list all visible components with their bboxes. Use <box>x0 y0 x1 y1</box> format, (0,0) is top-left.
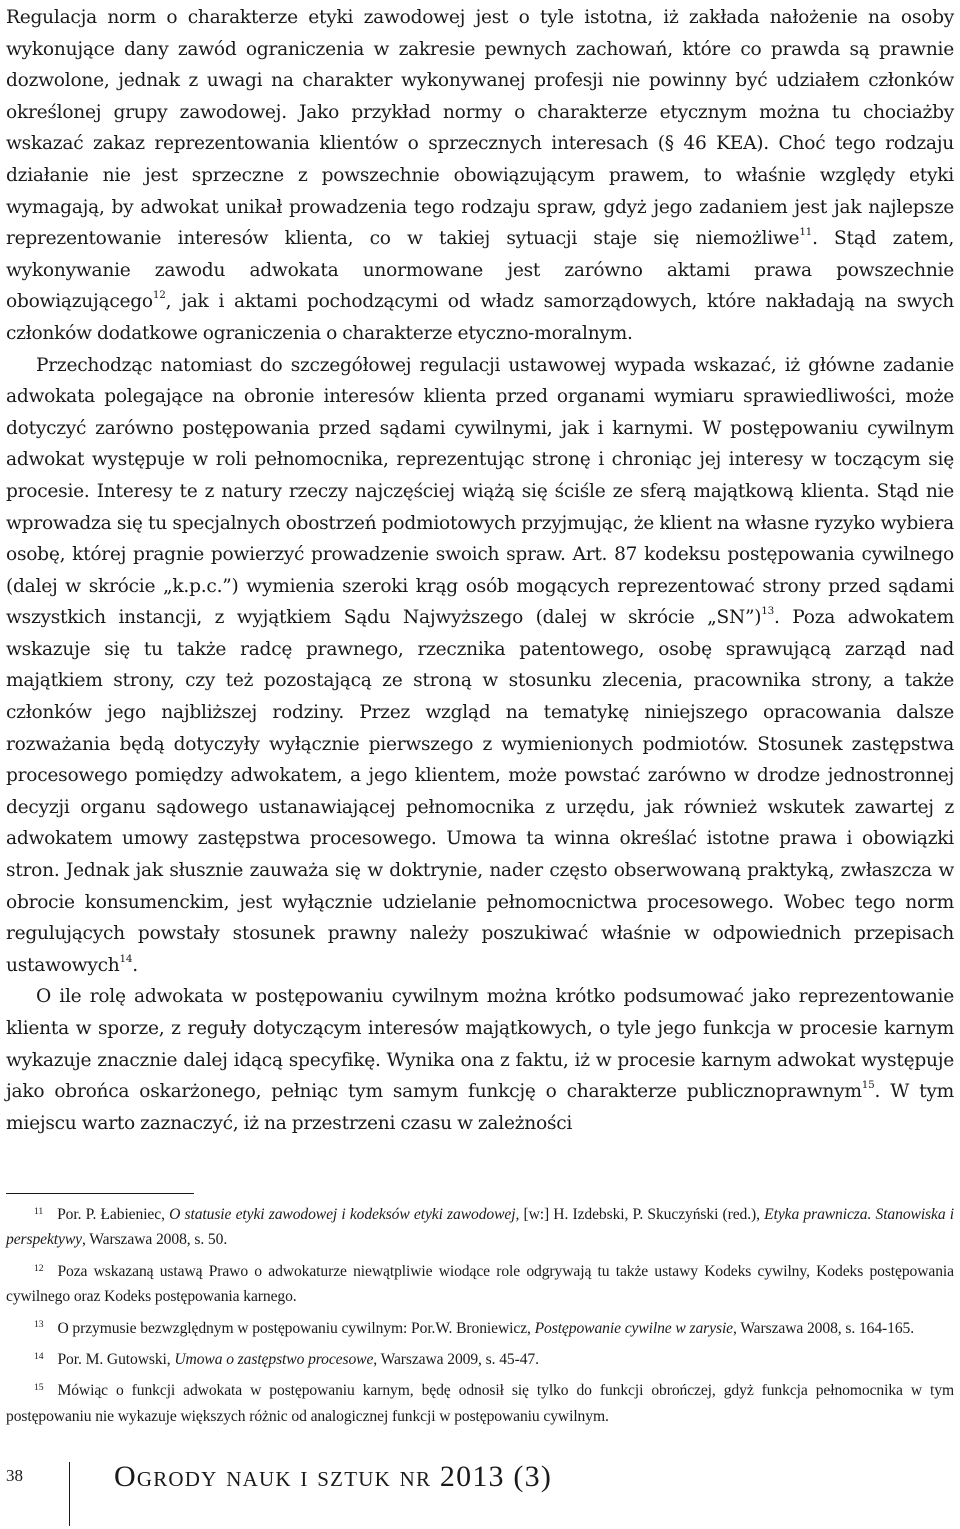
paragraph-3: O ile rolę adwokata w postępowaniu cywilnym można krótko podsumować jako reprezentowanie klienta w sporze, z reguły dotyczącym interesów majątkowych, o tyle jego funkcja w procesie karnym wykazuje znacznie dalej idącą specyfikę. Wynika ona z faktu, iż w procesie karnym adwokat występuje jako obrońca oskarżonego, pełniąc tym samym funkcję o charakterze publicznoprawnym$^{15}$. W tym miejscu warto zaznaczyć, iż na przestrzeni czasu w zależności <box>6 986 954 1134</box>
footnote-ref-12[interactable]: 12 <box>152 289 166 302</box>
footnote-11: $^{11}$ Por. P. Łabieniec, O statusie etyki zawodowej i kodeksów etyki zawodowej, [w:] H. Izdebski, P. Skuczyński (red.), Etyka prawnicza. Stanowiska i perspektywy, Warszawa 2008, s. 50. <box>6 1205 955 1249</box>
footnotes <box>6 1202 954 1435</box>
journal-title: Ogrody nauk i sztuk nr 2013 (3) <box>114 1460 553 1493</box>
footnote-ref-15[interactable]: 15 <box>861 1079 875 1092</box>
footnote-separator <box>6 1193 194 1194</box>
footnote-13: $^{13}$ O przymusie bezwzględnym w postępowaniu cywilnym: Por.W. Broniewicz, Postępowanie cywilne w zarysie, Warszawa 2008, s. 164-165. <box>34 1319 915 1337</box>
main-text <box>6 2 954 1139</box>
page-number: 38 <box>6 1466 23 1485</box>
footer-divider <box>69 1462 70 1526</box>
footnote-ref-13[interactable]: 13 <box>761 605 774 618</box>
footnote-ref-14[interactable]: 14 <box>119 952 133 965</box>
footnote-12: $^{12}$ Poza wskazaną ustawą Prawo o adwokaturze niewątpliwie wiodące role odgrywają tu także ustawy Kodeks cywilny, Kodeks postępowania cywilnego oraz Kodeks postępowania karnego. <box>6 1262 954 1306</box>
paragraph-1: Regulacja norm o charakterze etyki zawodowej jest o tyle istotna, iż zakłada nałożenie na osoby wykonujące dany zawód ograniczenia w zakresie pewnych zachowań, które co prawda są prawnie dozwolone, jednak z uwagi na charakter wykonywanej profesji nie powinny być udziałem członków określonej grupy zawodowej. Jako przykład normy o charakterze etycznym można tu chociażby wskazać zakaz reprezentowania klientów o sprzecznych interesach (§ 46 KEA). Choć tego rodzaju działanie nie jest sprzeczne z powszechnie obowiązującym prawem, to właśnie względy etyki wymagają, by adwokat unikał prowadzenia tego rodzaju spraw, gdyż jego zadaniem jest jak najlepsze reprezentowanie interesów klienta, co w takiej sytuacji staje się niemożliwe$^{11}$. Stąd zatem, wykonywanie zawodu adwokata unormowane jest zarówno aktami prawa powszechnie obowiązującego$^{12}$, jak i aktami pochodzącymi od władz samorządowych, które nakładają na swych członków dodatkowe ograniczenia o charakterze etyczno-moralnym. <box>6 7 954 344</box>
footnote-14: $^{14}$ Por. M. Gutowski, Umowa o zastępstwo procesowe, Warszawa 2009, s. 45-47. <box>34 1350 539 1369</box>
footnote-ref-11[interactable]: 11 <box>799 226 813 239</box>
paragraph-2: Przechodząc natomiast do szczegółowej regulacji ustawowej wypada wskazać, iż główne zadanie adwokata polegające na obronie interesów klienta przed organami wymiaru sprawiedliwości, może dotyczyć zarówno postępowania przed sądami cywilnymi, jak i karnymi. W postępowaniu cywilnym adwokat występuje w roli pełnomocnika, reprezentując stronę i chroniąc jej interesy w toczącym się procesie. Interesy te z natury rzeczy najczęściej wiążą się ściśle ze sferą majątkową klienta. Stąd nie wprowadza się tu specjalnych obostrzeń podmiotowych przyjmując, że klient na własne ryzyko wybiera osobę, której pragnie powierzyć prowadzenie swoich spraw. Art. 87 kodeksu postępowania cywilnego (dalej w skrócie „k.p.c.”) wymienia szeroki krąg osób mogących reprezentować strony przed sądami wszystkich instancji, z wyjątkiem Sądu Najwyższego (dalej w skrócie „SN”)$^{13}$. Poza adwokatem wskazuje się tu także radcę prawnego, rzecznika patentowego, osobę sprawującą zarząd nad majątkiem strony, czy też pozostającą ze stroną w stosunku zlecenia, pracownika strony, a także członków jego najbliższej rodziny. Przez wzgląd na tematykę niniejszego opracowania dalsze rozważania będą dotyczyły wyłącznie pierwszego z wymienionych podmiotów. Stosunek zastępstwa procesowego pomiędzy adwokatem, a jego klientem, może powstać zarówno w drodze jednostronnej decyzji organu sądowego ustanawiającej pełnomocnika z urzędu, jak również wskutek zawartej z adwokatem umowy zastępstwa procesowego. Umowa ta winna określać istotne prawa i obowiązki stron. Jednak jak słusznie zauważa się w doktrynie, nader często obserwowaną praktyką, zwłaszcza w obrocie konsumenckim, jest wyłącznie udzielanie pełnomocnictwa procesowego. Wobec tego norm regulujących powstały stosunek prawny należy poszukiwać właśnie w odpowiednich przepisach ustawowych$^{14}$. <box>6 354 954 976</box>
footnote-15: $^{15}$ Mówiąc o funkcji adwokata w postępowaniu karnym, będę odnosił się tylko do funkcji obrończej, gdyż funkcja pełnomocnika w tym postępowaniu nie wykazuje większych różnic od analogicznej funkcji w postępowaniu cywilnym. <box>6 1382 954 1425</box>
